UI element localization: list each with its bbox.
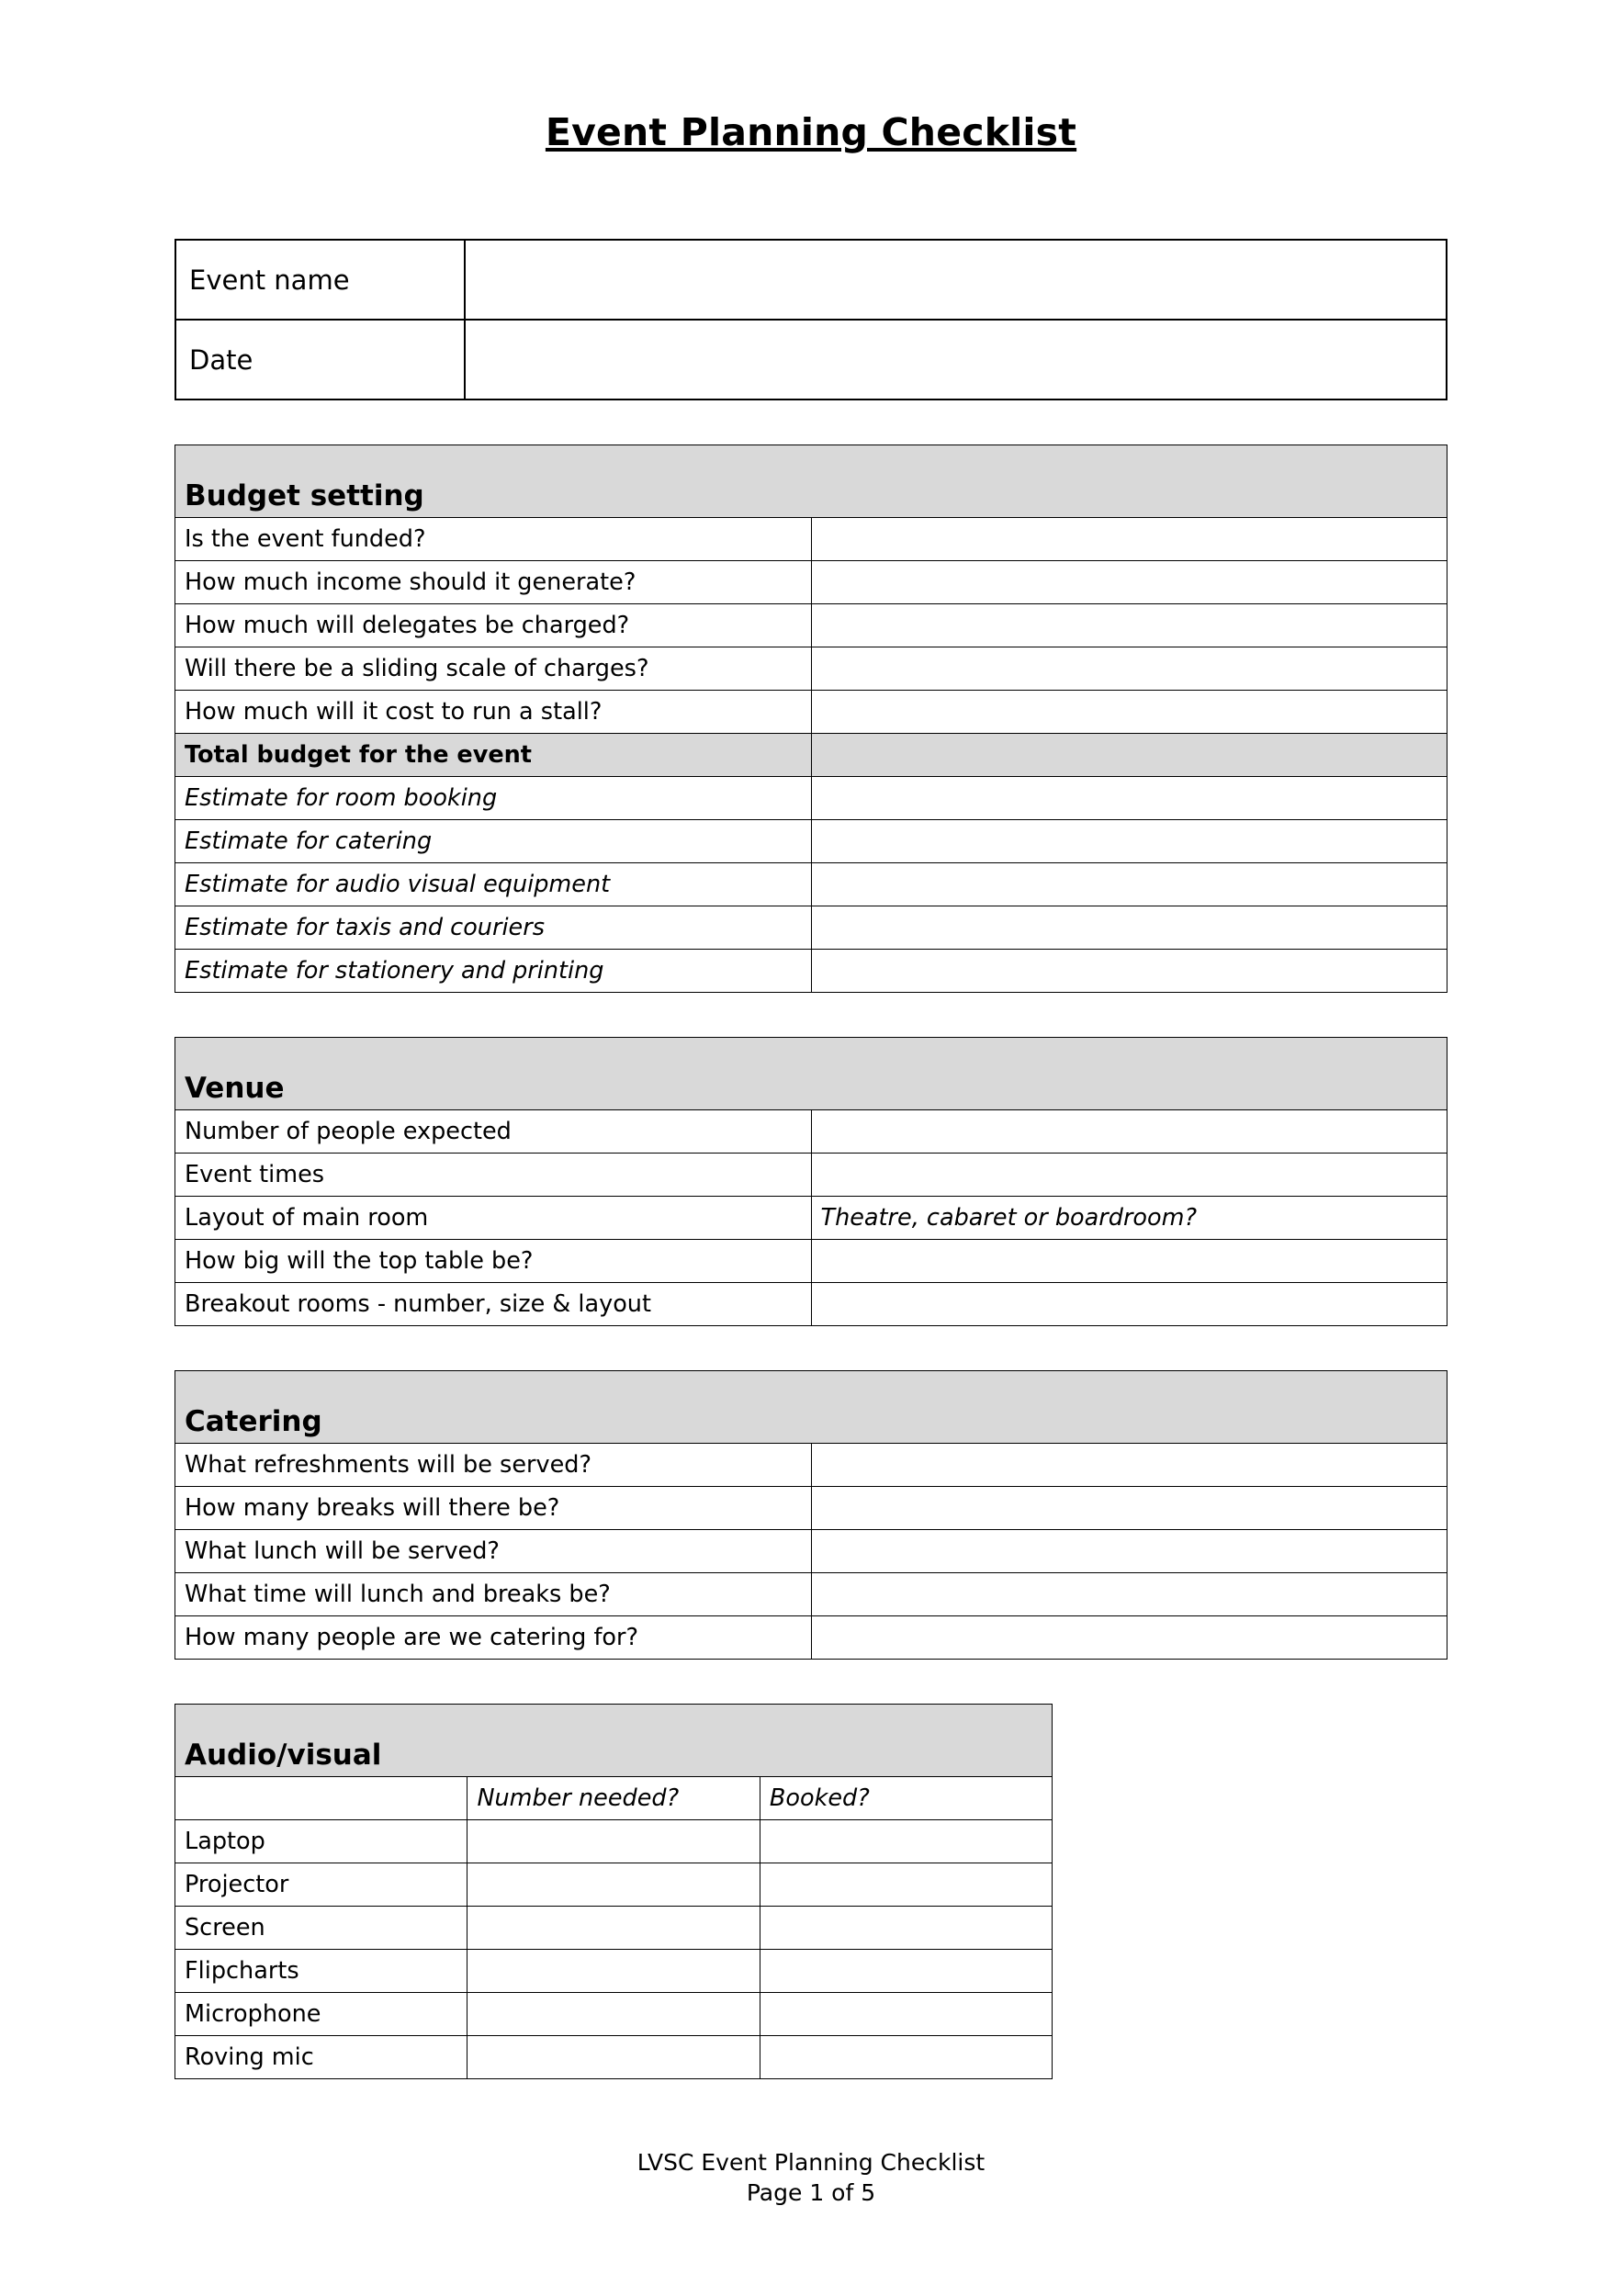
row-value-input[interactable] xyxy=(811,1444,1447,1487)
table-row xyxy=(175,604,1447,647)
row-value-input[interactable] xyxy=(811,906,1447,950)
section-heading: Audio/visual xyxy=(175,1705,1053,1777)
booked-input[interactable] xyxy=(760,1950,1052,1993)
booked-input[interactable] xyxy=(760,1820,1052,1863)
row-label: Estimate for audio visual equipment xyxy=(175,863,812,906)
table-row xyxy=(175,906,1447,950)
number-needed-input[interactable] xyxy=(467,1907,760,1950)
table-header-row xyxy=(175,1777,1053,1820)
booked-input[interactable] xyxy=(760,1993,1052,2036)
event-name-label: Event name xyxy=(175,240,465,320)
table-row xyxy=(175,1283,1447,1326)
table-row xyxy=(175,1616,1447,1660)
row-value-input[interactable] xyxy=(811,1110,1447,1154)
column-header-booked: Booked? xyxy=(760,1777,1052,1820)
row-value-input[interactable] xyxy=(811,1530,1447,1573)
section-heading-row xyxy=(175,1038,1447,1110)
number-needed-input[interactable] xyxy=(467,1950,760,1993)
row-label: Projector xyxy=(175,1863,467,1907)
row-value-input[interactable]: Theatre, cabaret or boardroom? xyxy=(811,1197,1447,1240)
row-value-input[interactable] xyxy=(811,863,1447,906)
row-label: Is the event funded? xyxy=(175,518,812,561)
row-value-input[interactable] xyxy=(811,1487,1447,1530)
table-row xyxy=(175,1950,1053,1993)
page-title: Event Planning Checklist xyxy=(545,110,1077,154)
booked-input[interactable] xyxy=(760,2036,1052,2079)
row-value-input[interactable] xyxy=(811,647,1447,691)
row-value-input[interactable] xyxy=(811,1616,1447,1660)
row-value-input[interactable] xyxy=(811,1283,1447,1326)
row-label: Microphone xyxy=(175,1993,467,2036)
table-row xyxy=(175,1993,1053,2036)
row-value-input[interactable] xyxy=(811,1154,1447,1197)
section-heading-row xyxy=(175,1371,1447,1444)
section-venue xyxy=(175,1037,1447,1326)
row-value-input[interactable] xyxy=(811,950,1447,993)
venue-table xyxy=(175,1037,1447,1326)
row-label: Screen xyxy=(175,1907,467,1950)
table-row xyxy=(175,1154,1447,1197)
table-row xyxy=(175,1530,1447,1573)
column-header-item xyxy=(175,1777,467,1820)
row-value-input[interactable] xyxy=(811,518,1447,561)
row-label: Estimate for catering xyxy=(175,820,812,863)
number-needed-input[interactable] xyxy=(467,1863,760,1907)
table-row xyxy=(175,1573,1447,1616)
footer-page-number: Page 1 of 5 xyxy=(746,2179,876,2207)
column-header-number-needed: Number needed? xyxy=(467,1777,760,1820)
row-label: Will there be a sliding scale of charges? xyxy=(175,647,812,691)
row-label: How much will it cost to run a stall? xyxy=(175,691,812,734)
table-row xyxy=(175,518,1447,561)
number-needed-input[interactable] xyxy=(467,1993,760,2036)
table-row xyxy=(175,647,1447,691)
row-label: Number of people expected xyxy=(175,1110,812,1154)
row-label: Laptop xyxy=(175,1820,467,1863)
table-row xyxy=(175,950,1447,993)
budget-setting-table xyxy=(175,445,1447,993)
table-row xyxy=(175,734,1447,777)
table-row xyxy=(175,863,1447,906)
table-row xyxy=(175,1863,1053,1907)
row-value-input[interactable] xyxy=(811,1573,1447,1616)
table-row xyxy=(175,1110,1447,1154)
row-value-input[interactable] xyxy=(811,604,1447,647)
section-heading: Budget setting xyxy=(175,445,1447,518)
row-label: How many people are we catering for? xyxy=(175,1616,812,1660)
table-row xyxy=(175,820,1447,863)
page-footer xyxy=(0,2147,1622,2210)
section-heading-row xyxy=(175,1705,1053,1777)
row-label: How much will delegates be charged? xyxy=(175,604,812,647)
event-name-input[interactable] xyxy=(465,240,1447,320)
row-label: Layout of main room xyxy=(175,1197,812,1240)
row-label: Estimate for taxis and couriers xyxy=(175,906,812,950)
booked-input[interactable] xyxy=(760,1907,1052,1950)
table-row xyxy=(175,1240,1447,1283)
section-heading: Venue xyxy=(175,1038,1447,1110)
audio-visual-table xyxy=(175,1704,1053,2079)
table-row xyxy=(175,1487,1447,1530)
table-row xyxy=(175,240,1447,320)
row-label: How big will the top table be? xyxy=(175,1240,812,1283)
event-header-table xyxy=(175,239,1447,400)
table-row xyxy=(175,1907,1053,1950)
row-subheading: Total budget for the event xyxy=(175,734,812,777)
date-label: Date xyxy=(175,320,465,400)
row-value-input[interactable] xyxy=(811,734,1447,777)
section-audio-visual xyxy=(175,1704,1053,2079)
section-heading: Catering xyxy=(175,1371,1447,1444)
row-value-input[interactable] xyxy=(811,561,1447,604)
row-label: What refreshments will be served? xyxy=(175,1444,812,1487)
row-label: What lunch will be served? xyxy=(175,1530,812,1573)
table-row xyxy=(175,691,1447,734)
table-row xyxy=(175,2036,1053,2079)
number-needed-input[interactable] xyxy=(467,2036,760,2079)
booked-input[interactable] xyxy=(760,1863,1052,1907)
catering-table xyxy=(175,1370,1447,1660)
table-row xyxy=(175,1444,1447,1487)
row-label: Roving mic xyxy=(175,2036,467,2079)
row-label: How many breaks will there be? xyxy=(175,1487,812,1530)
table-row xyxy=(175,320,1447,400)
row-label: Flipcharts xyxy=(175,1950,467,1993)
row-value-input[interactable] xyxy=(811,1240,1447,1283)
table-row xyxy=(175,561,1447,604)
row-value-input[interactable] xyxy=(811,691,1447,734)
row-value-input[interactable] xyxy=(811,820,1447,863)
table-row xyxy=(175,1820,1053,1863)
row-label: Breakout rooms - number, size & layout xyxy=(175,1283,812,1326)
section-budget-setting xyxy=(175,445,1447,993)
row-label: Estimate for room booking xyxy=(175,777,812,820)
row-label: What time will lunch and breaks be? xyxy=(175,1573,812,1616)
section-catering xyxy=(175,1370,1447,1660)
number-needed-input[interactable] xyxy=(467,1820,760,1863)
table-row xyxy=(175,1197,1447,1240)
date-input[interactable] xyxy=(465,320,1447,400)
row-label: How much income should it generate? xyxy=(175,561,812,604)
row-label: Estimate for stationery and printing xyxy=(175,950,812,993)
row-label: Event times xyxy=(175,1154,812,1197)
table-row xyxy=(175,777,1447,820)
section-heading-row xyxy=(175,445,1447,518)
row-value-input[interactable] xyxy=(811,777,1447,820)
footer-title: LVSC Event Planning Checklist xyxy=(636,2148,986,2176)
